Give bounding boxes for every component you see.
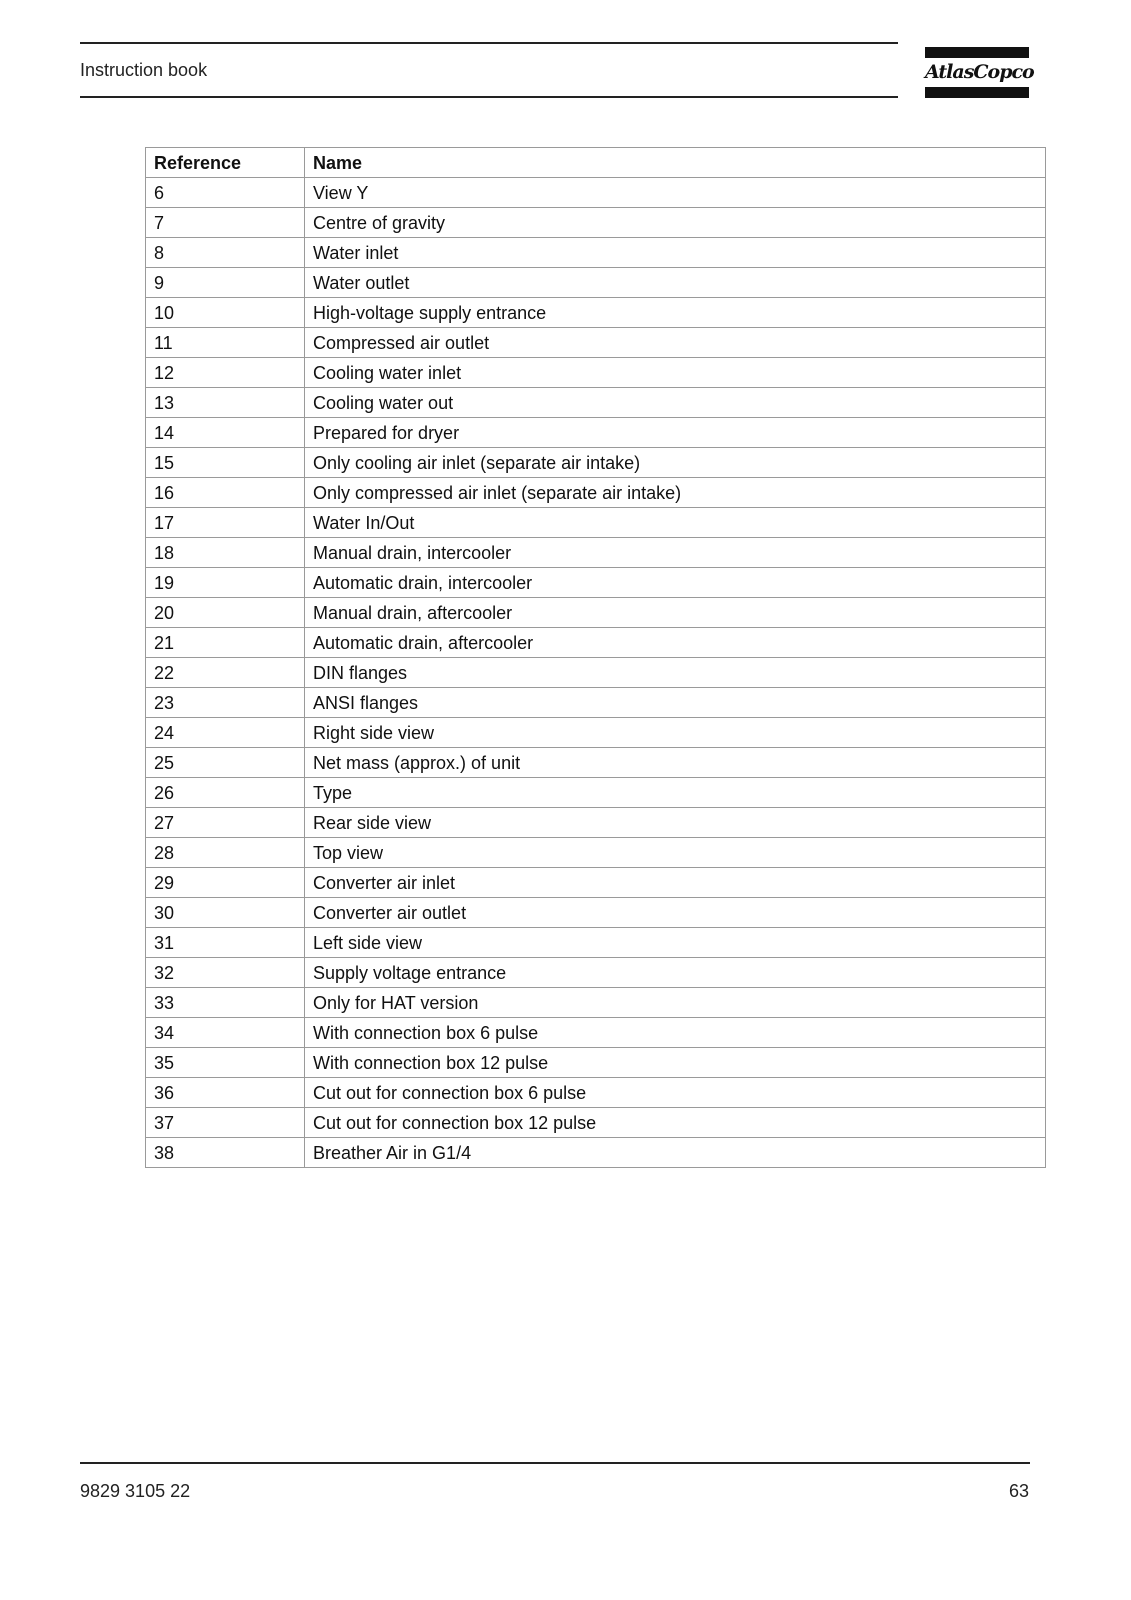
table-row: [146, 868, 1046, 898]
table-row: [146, 1078, 1046, 1108]
logo-bar-bottom: [925, 87, 1029, 98]
name-cell: Manual drain, aftercooler: [305, 598, 1046, 628]
table-row: [146, 598, 1046, 628]
name-cell: Converter air outlet: [305, 898, 1046, 928]
reference-cell: 26: [146, 778, 305, 808]
table-row: [146, 928, 1046, 958]
table-row: [146, 718, 1046, 748]
table-row: [146, 178, 1046, 208]
header-name: Name: [305, 148, 1046, 178]
reference-cell: 18: [146, 538, 305, 568]
name-cell: Rear side view: [305, 808, 1046, 838]
page-number: 63: [1008, 1481, 1029, 1501]
name-cell: Only compressed air inlet (separate air intake): [305, 478, 1046, 508]
table-body: [146, 178, 1046, 1168]
name-cell: Compressed air outlet: [305, 328, 1046, 358]
reference-cell: 31: [146, 928, 305, 958]
table-row: [146, 1108, 1046, 1138]
name-cell: Supply voltage entrance: [305, 958, 1046, 988]
name-cell: Cooling water out: [305, 388, 1046, 418]
name-cell: Manual drain, intercooler: [305, 538, 1046, 568]
table-row: [146, 1138, 1046, 1168]
table-row: [146, 508, 1046, 538]
reference-table: [145, 147, 1046, 1168]
name-cell: With connection box 6 pulse: [305, 1018, 1046, 1048]
name-cell: Net mass (approx.) of unit: [305, 748, 1046, 778]
name-cell: Converter air inlet: [305, 868, 1046, 898]
reference-cell: 14: [146, 418, 305, 448]
table-row: [146, 898, 1046, 928]
table-row: [146, 688, 1046, 718]
table-row: [146, 268, 1046, 298]
reference-cell: 27: [146, 808, 305, 838]
table-row: [146, 208, 1046, 238]
name-cell: Right side view: [305, 718, 1046, 748]
name-cell: Only for HAT version: [305, 988, 1046, 1018]
table-row: [146, 1018, 1046, 1048]
name-cell: Cut out for connection box 6 pulse: [305, 1078, 1046, 1108]
name-cell: View Y: [305, 178, 1046, 208]
reference-cell: 8: [146, 238, 305, 268]
name-cell: Water inlet: [305, 238, 1046, 268]
table-row: [146, 448, 1046, 478]
reference-cell: 29: [146, 868, 305, 898]
name-cell: Type: [305, 778, 1046, 808]
name-cell: Cooling water inlet: [305, 358, 1046, 388]
reference-cell: 37: [146, 1108, 305, 1138]
table-row: [146, 538, 1046, 568]
name-cell: DIN flanges: [305, 658, 1046, 688]
table-row: [146, 328, 1046, 358]
reference-cell: 33: [146, 988, 305, 1018]
reference-cell: 21: [146, 628, 305, 658]
table-row: [146, 958, 1046, 988]
table-row: [146, 358, 1046, 388]
table-row: [146, 478, 1046, 508]
document-title: Instruction book: [80, 60, 208, 80]
reference-cell: 17: [146, 508, 305, 538]
reference-cell: 19: [146, 568, 305, 598]
name-cell: High-voltage supply entrance: [305, 298, 1046, 328]
reference-cell: 12: [146, 358, 305, 388]
table-row: [146, 298, 1046, 328]
reference-cell: 28: [146, 838, 305, 868]
table-row: [146, 1048, 1046, 1078]
header-rule-top: [80, 42, 898, 44]
document-number: 9829 3105 22: [80, 1481, 191, 1501]
name-cell: Prepared for dryer: [305, 418, 1046, 448]
reference-cell: 32: [146, 958, 305, 988]
name-cell: Automatic drain, intercooler: [305, 568, 1046, 598]
header-rule-bottom: [80, 96, 898, 98]
name-cell: Water In/Out: [305, 508, 1046, 538]
reference-cell: 10: [146, 298, 305, 328]
table-header-row: [146, 148, 1046, 178]
reference-cell: 24: [146, 718, 305, 748]
logo-bar-top: [925, 47, 1029, 58]
table-row: [146, 388, 1046, 418]
reference-cell: 23: [146, 688, 305, 718]
name-cell: Only cooling air inlet (separate air intake): [305, 448, 1046, 478]
name-cell: With connection box 12 pulse: [305, 1048, 1046, 1078]
reference-cell: 13: [146, 388, 305, 418]
name-cell: Cut out for connection box 12 pulse: [305, 1108, 1046, 1138]
name-cell: Centre of gravity: [305, 208, 1046, 238]
reference-cell: 34: [146, 1018, 305, 1048]
table-row: [146, 658, 1046, 688]
reference-cell: 7: [146, 208, 305, 238]
reference-cell: 9: [146, 268, 305, 298]
logo-text: AtlasCopco: [925, 61, 1034, 83]
reference-cell: 22: [146, 658, 305, 688]
footer-rule: [80, 1462, 1030, 1464]
atlas-copco-logo: [925, 47, 1034, 98]
table-row: [146, 838, 1046, 868]
reference-cell: 15: [146, 448, 305, 478]
reference-cell: 20: [146, 598, 305, 628]
name-cell: Top view: [305, 838, 1046, 868]
table-row: [146, 748, 1046, 778]
reference-cell: 36: [146, 1078, 305, 1108]
table-row: [146, 808, 1046, 838]
table-row: [146, 418, 1046, 448]
reference-cell: 11: [146, 328, 305, 358]
reference-cell: 38: [146, 1138, 305, 1168]
reference-cell: 35: [146, 1048, 305, 1078]
table-row: [146, 778, 1046, 808]
table-row: [146, 568, 1046, 598]
name-cell: Breather Air in G1/4: [305, 1138, 1046, 1168]
name-cell: Automatic drain, aftercooler: [305, 628, 1046, 658]
name-cell: Left side view: [305, 928, 1046, 958]
table-row: [146, 988, 1046, 1018]
header-reference: Reference: [146, 148, 305, 178]
table-row: [146, 238, 1046, 268]
reference-cell: 16: [146, 478, 305, 508]
name-cell: Water outlet: [305, 268, 1046, 298]
name-cell: ANSI flanges: [305, 688, 1046, 718]
table-row: [146, 628, 1046, 658]
reference-cell: 25: [146, 748, 305, 778]
reference-cell: 6: [146, 178, 305, 208]
reference-cell: 30: [146, 898, 305, 928]
